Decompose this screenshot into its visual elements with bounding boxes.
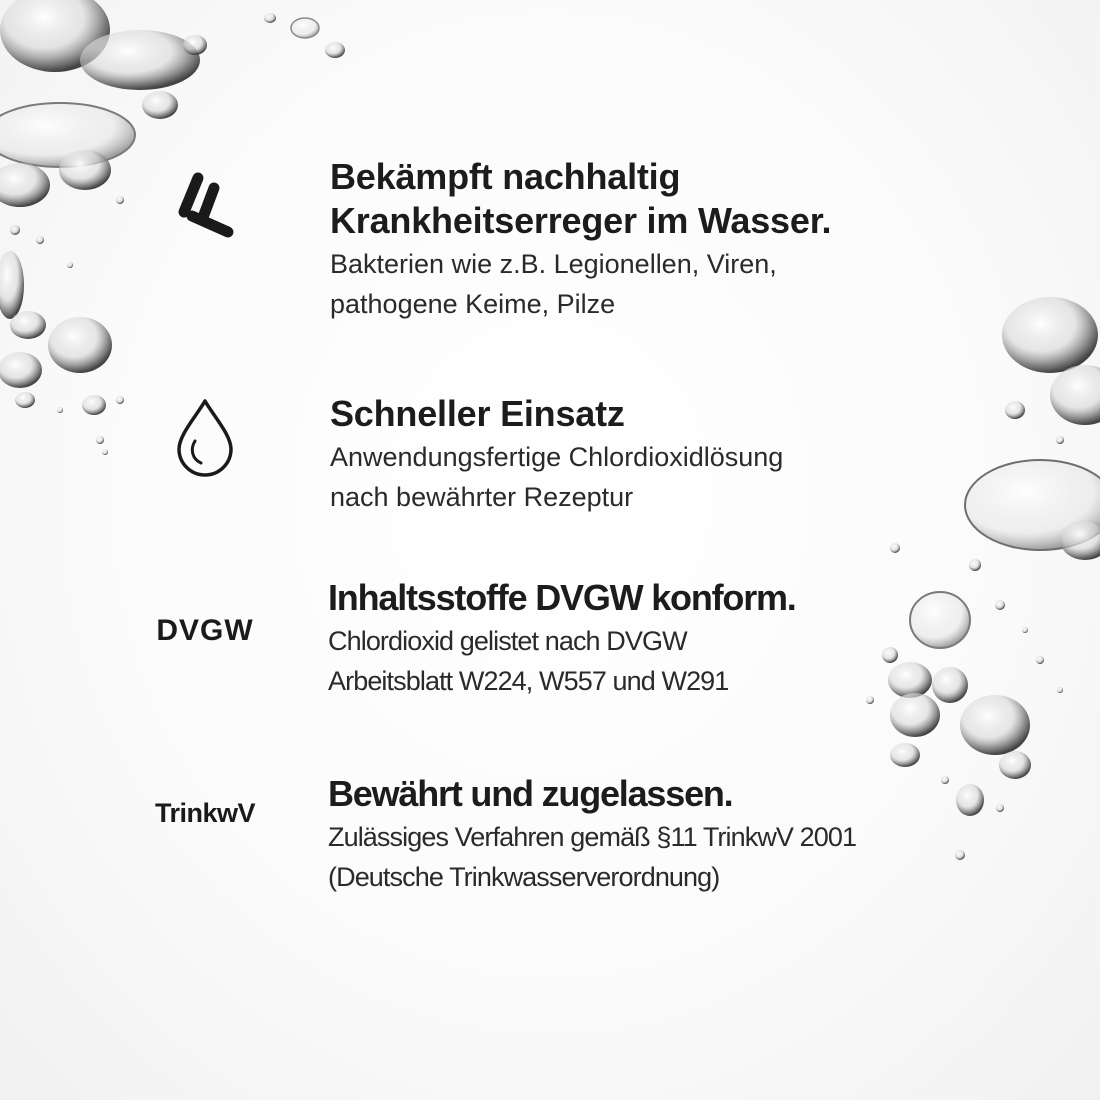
feature-title: Bewährt und zugelassen. xyxy=(328,773,733,814)
bacteria-icon xyxy=(140,170,270,240)
feature-title: Krankheitserreger im Wasser. xyxy=(330,200,832,241)
feature-description: Arbeitsblatt W224, W557 und W291 xyxy=(328,666,729,696)
water-drop-icon xyxy=(140,397,270,477)
feature-title: Inhaltsstoffe DVGW konform. xyxy=(328,577,796,618)
feature-description: Chlordioxid gelistet nach DVGW xyxy=(328,626,687,656)
feature-description: Bakterien wie z.B. Legionellen, Viren, xyxy=(330,249,777,279)
dvgw-logo: DVGW xyxy=(156,614,254,647)
feature-description: Zulässiges Verfahren gemäß §11 TrinkwV 2001 xyxy=(328,822,857,852)
feature-description: nach bewährter Rezeptur xyxy=(330,482,634,512)
feature-description: (Deutsche Trinkwasserverordnung) xyxy=(328,862,720,892)
feature-description: Anwendungsfertige Chlordioxidlösung xyxy=(330,442,784,472)
feature-title: Bekämpft nachhaltig xyxy=(330,156,681,197)
bubble-cluster-left xyxy=(0,251,124,455)
feature-title: Schneller Einsatz xyxy=(330,393,625,434)
feature-description: pathogene Keime, Pilze xyxy=(330,289,616,319)
trinkwv-logo: TrinkwV xyxy=(154,797,256,828)
